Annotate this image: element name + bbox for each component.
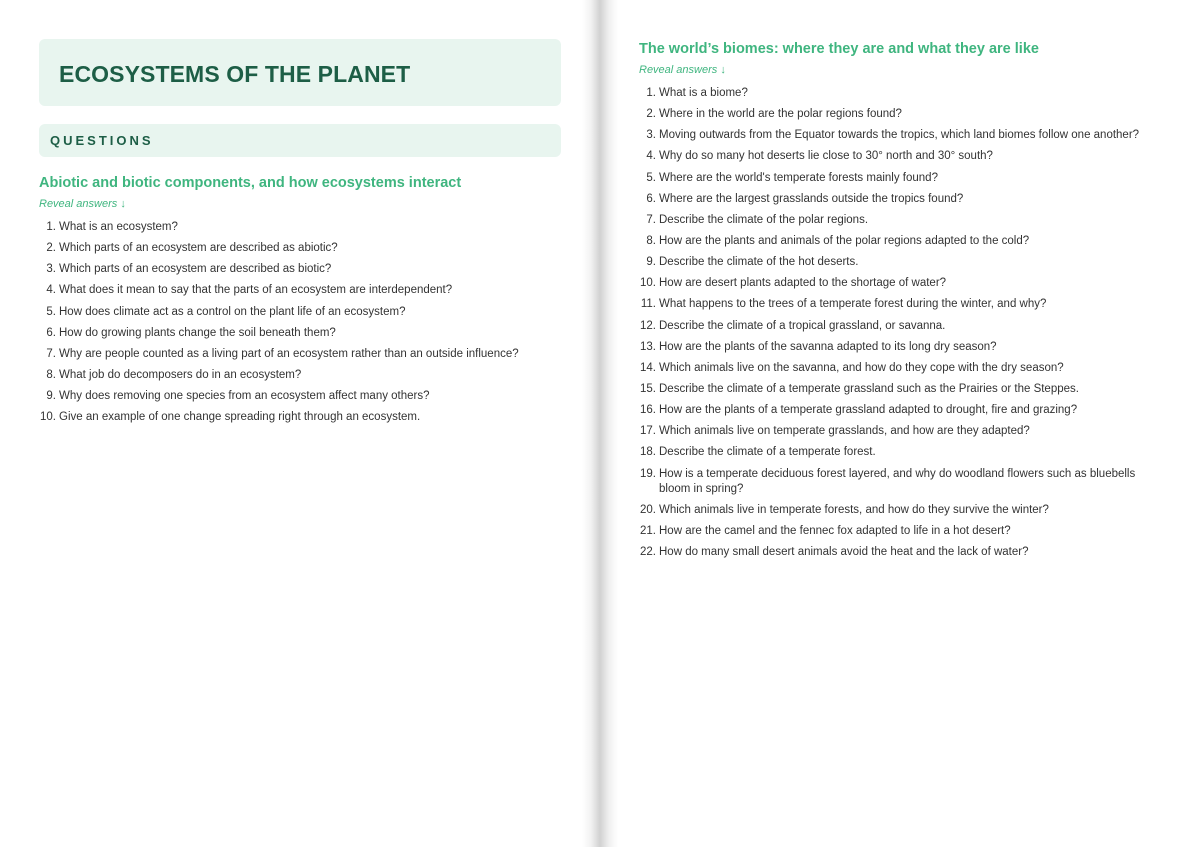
question-item (639, 213, 1167, 228)
question-item (639, 255, 1167, 270)
question-text: What does it mean to say that the parts of an ecosystem are interdependent? (59, 284, 453, 297)
question-number: 17. (640, 425, 656, 438)
question-number: 3. (646, 129, 656, 142)
question-number: 12. (640, 319, 656, 332)
question-text: Moving outwards from the Equator towards the tropics, which land biomes follow one another? (659, 129, 1140, 142)
question-item (39, 326, 579, 341)
question-number: 16. (640, 404, 656, 417)
question-text: Which animals live on the savanna, and how do they cope with the dry season? (659, 361, 1064, 374)
question-text: How are desert plants adapted to the shortage of water? (659, 277, 947, 290)
question-item (39, 389, 579, 404)
question-list (639, 86, 1167, 566)
question-item (39, 283, 579, 298)
reveal-answers-link[interactable] (639, 64, 726, 76)
question-text: What is a biome? (659, 87, 748, 99)
question-number: 15. (640, 382, 656, 395)
question-item (639, 503, 1167, 518)
question-item (39, 241, 579, 256)
question-text: Describe the climate of a temperate forest. (659, 446, 876, 459)
question-number: 1. (646, 87, 656, 99)
question-item (639, 403, 1167, 418)
question-text: What job do decomposers do in an ecosystem? (59, 368, 302, 381)
question-text: Which parts of an ecosystem are described as abiotic? (59, 242, 338, 255)
question-item (639, 467, 1167, 497)
questions-label: QUESTIONS (50, 133, 154, 148)
question-number: 3. (46, 263, 56, 276)
question-number: 7. (46, 347, 56, 360)
question-item (639, 545, 1167, 560)
question-text: How does climate act as a control on the plant life of an ecosystem? (59, 305, 406, 318)
question-number: 5. (646, 171, 656, 184)
questions-banner (39, 124, 561, 157)
question-number: 14. (640, 361, 656, 374)
question-number: 11. (640, 298, 656, 311)
question-item (639, 445, 1167, 460)
arrow-down-icon: ↓ (720, 64, 726, 76)
question-number: 2. (646, 108, 656, 121)
question-item (639, 107, 1167, 122)
question-number: 10. (40, 411, 56, 424)
question-text: Which parts of an ecosystem are described as biotic? (59, 263, 332, 276)
question-number: 8. (646, 234, 656, 247)
question-item (39, 262, 579, 277)
question-number: 4. (46, 284, 56, 297)
question-text: Where in the world are the polar regions found? (659, 108, 902, 121)
question-item (639, 319, 1167, 334)
question-text: Why do so many hot deserts lie close to 30° north and 30° south? (659, 150, 993, 163)
question-text: How are the plants of the savanna adapted to its long dry season? (659, 340, 997, 353)
reveal-answers-label: Reveal answers (639, 64, 718, 76)
question-number: 20. (640, 503, 656, 516)
question-text: Describe the climate of a tropical grassland, or savanna. (659, 319, 946, 332)
question-text: Describe the climate of the polar regions. (659, 213, 869, 226)
right-page (610, 0, 1200, 847)
question-text: Where are the world's temperate forests mainly found? (659, 171, 938, 184)
question-number: 7. (646, 213, 656, 226)
question-text: Why are people counted as a living part of an ecosystem rather than an outside influence? (59, 347, 519, 360)
question-item (639, 86, 1167, 101)
question-list (39, 220, 579, 431)
question-number: 6. (46, 326, 56, 339)
question-number: 21. (640, 524, 656, 537)
question-number: 9. (46, 390, 56, 403)
section-heading-biomes: The world’s biomes: where they are and what they are like (639, 41, 1039, 57)
question-item (639, 234, 1167, 249)
question-text: What happens to the trees of a temperate forest during the winter, and why? (659, 298, 1047, 311)
question-item (639, 149, 1167, 164)
left-page (0, 0, 590, 847)
question-text: Describe the climate of the hot deserts. (659, 256, 859, 269)
reveal-answers-label: Reveal answers (39, 198, 118, 210)
question-number: 2. (46, 242, 56, 255)
question-text: How do growing plants change the soil beneath them? (59, 326, 336, 339)
question-number: 19. (640, 467, 656, 480)
question-number: 10. (640, 277, 656, 290)
question-item (639, 171, 1167, 186)
question-text: How are the camel and the fennec fox adapted to life in a hot desert? (659, 524, 1011, 537)
question-item (639, 340, 1167, 355)
arrow-down-icon: ↓ (120, 198, 126, 210)
question-item (639, 361, 1167, 376)
question-item (39, 220, 579, 235)
question-item (39, 347, 579, 362)
question-item (639, 192, 1167, 207)
question-item (639, 424, 1167, 439)
question-text: What is an ecosystem? (59, 221, 178, 233)
question-number: 9. (646, 256, 656, 269)
page-title: ECOSYSTEMS OF THE PLANET (59, 61, 411, 87)
question-text: How are the plants of a temperate grassland adapted to drought, fire and grazing? (659, 404, 1078, 417)
question-item (639, 382, 1167, 397)
section-heading-abiotic-biotic: Abiotic and biotic components, and how ecosystems interact (39, 175, 462, 191)
question-number: 13. (640, 340, 656, 353)
question-item (39, 410, 579, 425)
question-text: How is a temperate deciduous forest layered, and why do woodland flowers such as bluebells bloom in spring? (659, 467, 1136, 495)
question-item (39, 368, 579, 383)
question-number: 5. (46, 305, 56, 318)
question-text: How are the plants and animals of the polar regions adapted to the cold? (659, 234, 1030, 247)
question-text: How do many small desert animals avoid the heat and the lack of water? (659, 545, 1029, 558)
question-number: 22. (640, 545, 656, 558)
question-number: 18. (640, 446, 656, 459)
question-number: 4. (646, 150, 656, 163)
question-text: Which animals live on temperate grasslands, and how are they adapted? (659, 425, 1030, 438)
reveal-answers-link[interactable] (39, 198, 126, 210)
question-text: Give an example of one change spreading right through an ecosystem. (59, 411, 421, 424)
question-text: Why does removing one species from an ecosystem affect many others? (59, 390, 430, 403)
question-item (39, 305, 579, 320)
question-number: 1. (46, 221, 56, 233)
question-number: 8. (46, 368, 56, 381)
title-banner (39, 39, 561, 106)
question-text: Describe the climate of a temperate grassland such as the Prairies or the Steppes. (659, 382, 1079, 395)
question-item (639, 297, 1167, 312)
question-item (639, 524, 1167, 539)
question-number: 6. (646, 192, 656, 205)
question-item (639, 276, 1167, 291)
question-text: Where are the largest grasslands outside the tropics found? (659, 192, 964, 205)
question-item (639, 128, 1167, 143)
question-text: Which animals live in temperate forests, and how do they survive the winter? (659, 503, 1049, 516)
